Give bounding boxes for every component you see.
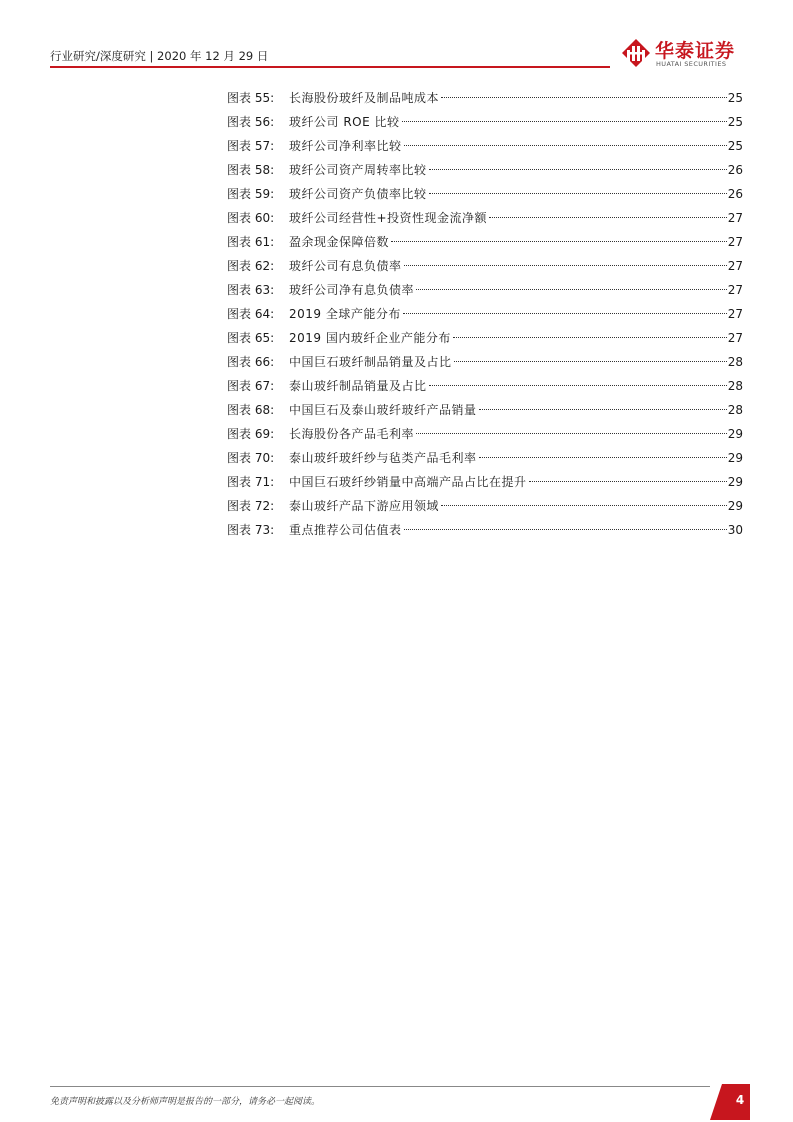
toc-entry[interactable] [227, 422, 743, 446]
toc-dot-leader [529, 481, 727, 482]
toc-dot-leader [404, 265, 727, 266]
toc-dot-leader [404, 145, 727, 146]
toc-dot-leader [441, 505, 727, 506]
toc-entry-title: 泰山玻纤制品销量及占比 [289, 379, 427, 393]
toc-entry-title: 玻纤公司资产负债率比较 [289, 187, 427, 201]
toc-entry-label: 图表 72: [227, 499, 275, 513]
toc-entry-page: 28 [727, 355, 743, 369]
toc-entry-page: 25 [727, 91, 743, 105]
toc-entry-label: 图表 56: [227, 115, 275, 129]
toc-entry-label: 图表 69: [227, 427, 275, 441]
toc-entry-label: 图表 57: [227, 139, 275, 153]
toc-entry-label: 图表 73: [227, 523, 275, 537]
toc-entry[interactable] [227, 446, 743, 470]
toc-entry-page: 26 [727, 187, 743, 201]
toc-entry[interactable] [227, 134, 743, 158]
toc-entry[interactable] [227, 302, 743, 326]
toc-entry[interactable] [227, 230, 743, 254]
toc-entry[interactable] [227, 470, 743, 494]
toc-entry[interactable] [227, 254, 743, 278]
toc-dot-leader [402, 121, 727, 122]
toc-entry-label: 图表 65: [227, 331, 275, 345]
toc-entry-title: 长海股份玻纤及制品吨成本 [289, 91, 440, 105]
toc-dot-leader [391, 241, 727, 242]
toc-entry-page: 25 [727, 139, 743, 153]
toc-entry-page: 30 [727, 523, 743, 537]
toc-entry-title: 中国巨石玻纤制品销量及占比 [289, 355, 452, 369]
header-rule [50, 66, 610, 68]
toc-dot-leader [479, 409, 727, 410]
toc-entry-label: 图表 71: [227, 475, 275, 489]
toc-dot-leader [489, 217, 727, 218]
toc-entry-title: 玻纤公司资产周转率比较 [289, 163, 427, 177]
toc-entry-page: 29 [727, 475, 743, 489]
toc-dot-leader [416, 289, 727, 290]
toc-entry-title: 泰山玻纤玻纤纱与毡类产品毛利率 [289, 451, 477, 465]
toc-entry-page: 27 [727, 307, 743, 321]
toc-entry-page: 28 [727, 379, 743, 393]
toc-entry[interactable] [227, 326, 743, 350]
toc-entry-title: 2019 全球产能分布 [289, 307, 401, 321]
toc-entry-title: 中国巨石及泰山玻纤玻纤产品销量 [289, 403, 477, 417]
footer-disclaimer: 免责声明和披露以及分析师声明是报告的一部分，请务必一起阅读。 [50, 1097, 321, 1107]
toc-entry-title: 重点推荐公司估值表 [289, 523, 402, 537]
toc-entry-page: 27 [727, 259, 743, 273]
logo-english-name: HUATAI SECURITIES [656, 60, 727, 68]
toc-entry-label: 图表 59: [227, 187, 275, 201]
toc-entry-label: 图表 66: [227, 355, 275, 369]
toc-entry-title: 泰山玻纤产品下游应用领域 [289, 499, 440, 513]
toc-entry[interactable] [227, 110, 743, 134]
toc-dot-leader [403, 313, 727, 314]
toc-entry-page: 27 [727, 331, 743, 345]
toc-entry-title: 玻纤公司有息负债率 [289, 259, 402, 273]
header-text: 行业研究/深度研究 | 2020 年 12 月 29 日 [50, 49, 269, 63]
toc-dot-leader [404, 529, 727, 530]
toc-entry-page: 29 [727, 427, 743, 441]
toc-entry[interactable] [227, 86, 743, 110]
toc-dot-leader [479, 457, 727, 458]
toc-entry-title: 玻纤公司净利率比较 [289, 139, 402, 153]
toc-dot-leader [441, 97, 727, 98]
toc-entry[interactable] [227, 350, 743, 374]
page-header [50, 38, 744, 72]
toc-entry-page: 29 [727, 499, 743, 513]
page-number: 4 [735, 1093, 745, 1107]
toc-entry-page: 25 [727, 115, 743, 129]
toc-entry[interactable] [227, 206, 743, 230]
toc-entry[interactable] [227, 374, 743, 398]
toc-entry[interactable] [227, 158, 743, 182]
huatai-logo-icon [621, 38, 651, 68]
toc-entry[interactable] [227, 494, 743, 518]
toc-entry-label: 图表 62: [227, 259, 275, 273]
toc-dot-leader [454, 361, 727, 362]
toc-entry-title: 2019 国内玻纤企业产能分布 [289, 331, 451, 345]
table-of-figures [227, 86, 743, 542]
toc-entry-title: 长海股份各产品毛利率 [289, 427, 415, 441]
toc-entry[interactable] [227, 278, 743, 302]
toc-dot-leader [416, 433, 727, 434]
toc-entry-label: 图表 64: [227, 307, 275, 321]
toc-dot-leader [453, 337, 727, 338]
toc-entry-label: 图表 63: [227, 283, 275, 297]
toc-entry-page: 27 [727, 283, 743, 297]
toc-entry-label: 图表 61: [227, 235, 275, 249]
toc-dot-leader [429, 193, 727, 194]
toc-entry-label: 图表 58: [227, 163, 275, 177]
footer-rule [50, 1086, 710, 1087]
toc-entry-label: 图表 68: [227, 403, 275, 417]
logo-chinese-name: 华泰证券 [655, 40, 736, 62]
toc-entry-title: 玻纤公司净有息负债率 [289, 283, 415, 297]
toc-entry-title: 中国巨石玻纤纱销量中高端产品占比在提升 [289, 475, 527, 489]
toc-entry-label: 图表 67: [227, 379, 275, 393]
toc-entry-page: 27 [727, 211, 743, 225]
toc-entry[interactable] [227, 182, 743, 206]
toc-entry[interactable] [227, 518, 743, 542]
toc-entry-page: 28 [727, 403, 743, 417]
huatai-logo [621, 38, 745, 72]
toc-dot-leader [429, 169, 727, 170]
toc-entry-label: 图表 70: [227, 451, 275, 465]
toc-dot-leader [429, 385, 727, 386]
toc-entry-page: 27 [727, 235, 743, 249]
toc-entry-label: 图表 60: [227, 211, 275, 225]
toc-entry-title: 盈余现金保障倍数 [289, 235, 390, 249]
toc-entry-title: 玻纤公司经营性+投资性现金流净额 [289, 211, 488, 225]
toc-entry-page: 29 [727, 451, 743, 465]
toc-entry[interactable] [227, 398, 743, 422]
toc-entry-title: 玻纤公司 ROE 比较 [289, 115, 400, 129]
toc-entry-page: 26 [727, 163, 743, 177]
toc-entry-label: 图表 55: [227, 91, 275, 105]
